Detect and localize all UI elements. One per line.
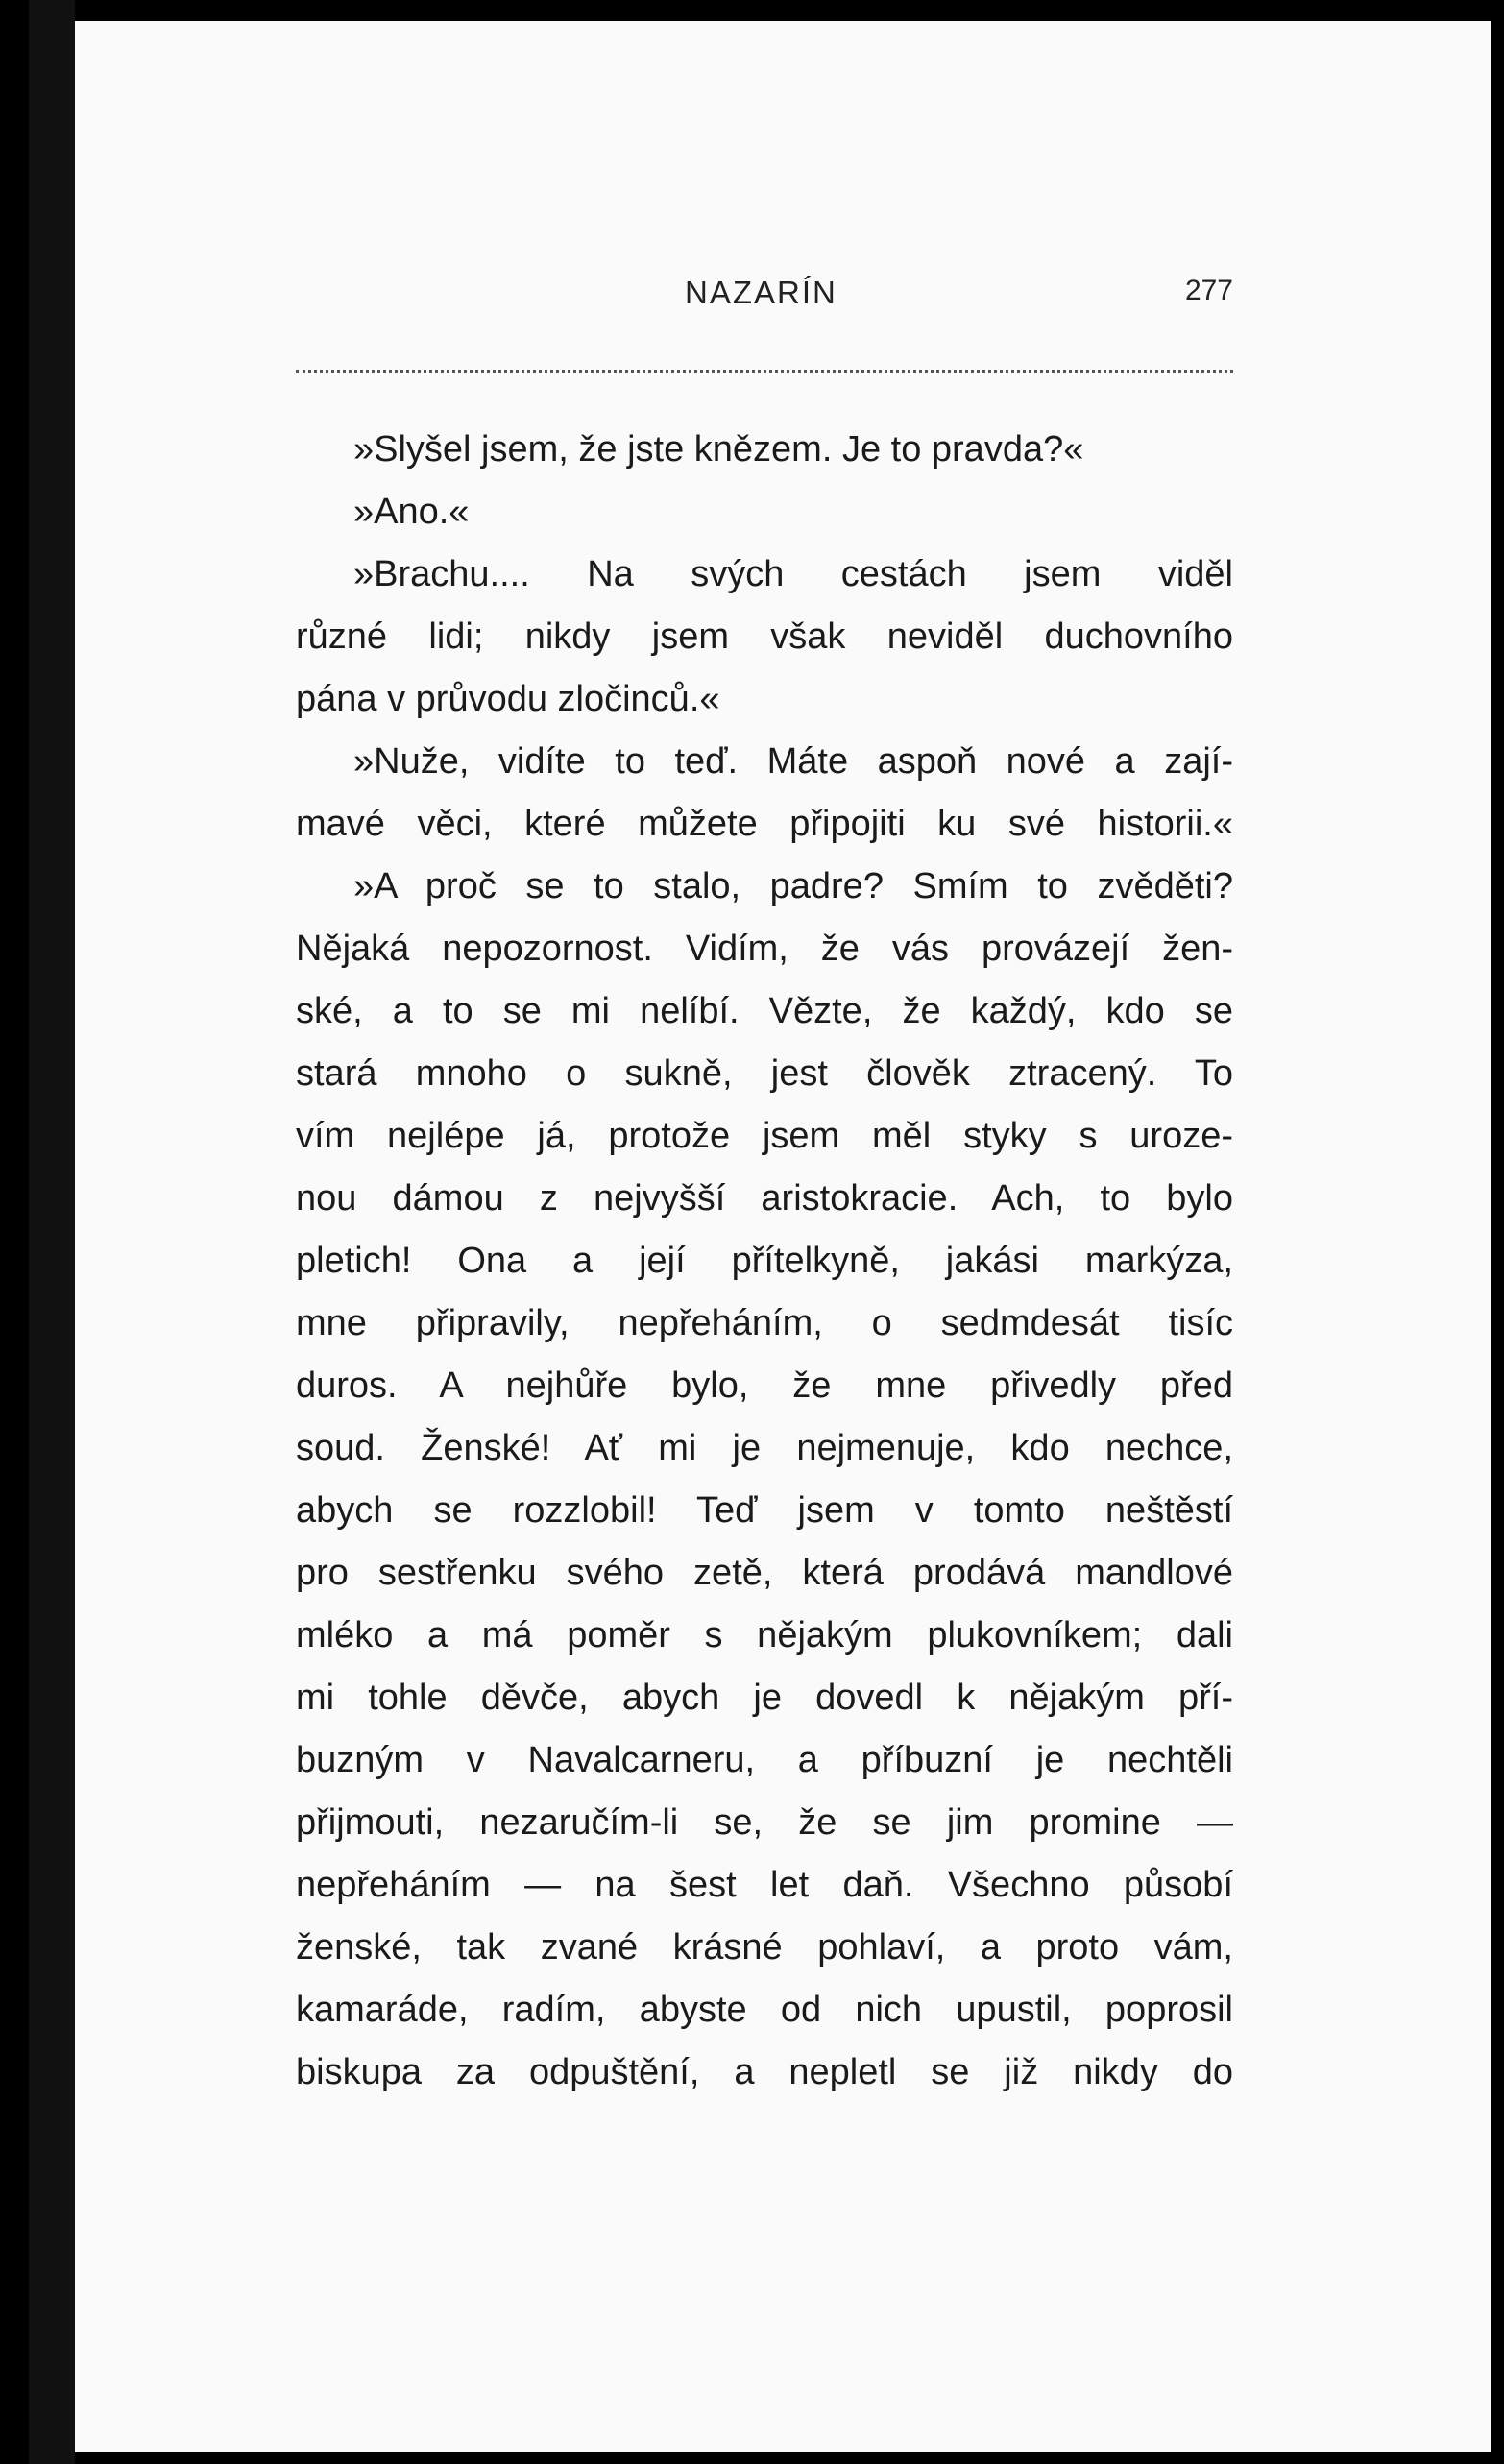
text-line: nepřeháním — na šest let daň. Všechno působí <box>296 1865 1233 1905</box>
page-edge-shadow <box>29 0 75 2464</box>
text-line: mi tohle děvče, abych je dovedl k nějakým pří- <box>296 1678 1233 1718</box>
text-line: mléko a má poměr s nějakým plukovníkem; dali <box>296 1615 1233 1655</box>
text-line: různé lidi; nikdy jsem však neviděl duchovního <box>296 616 1233 657</box>
text-line: pro sestřenku svého zetě, která prodává mandlové <box>296 1553 1233 1593</box>
text-line: »Ano.« <box>353 492 470 532</box>
text-line: buzným v Navalcarneru, a příbuzní je nechtěli <box>296 1740 1233 1780</box>
text-line: mavé věci, které můžete připojiti ku své historii.« <box>296 804 1233 844</box>
running-head: NAZARÍN <box>685 275 837 310</box>
text-line: vím nejlépe já, protože jsem měl styky s uroze- <box>296 1116 1233 1156</box>
text-line: biskupa za odpuštění, a nepletl se již nikdy do <box>296 2052 1233 2092</box>
text-line: pletich! Ona a její přítelkyně, jakási markýza, <box>296 1241 1233 1281</box>
text-line: přijmouti, nezaručím-li se, že se jim promine — <box>296 1802 1233 1843</box>
header-divider <box>296 370 1233 373</box>
text-line: mne připravily, nepřeháním, o sedmdesát tisíc <box>296 1303 1233 1343</box>
text-line: stará mnoho o sukně, jest člověk ztracený. To <box>296 1053 1233 1094</box>
text-line: ženské, tak zvané krásné pohlaví, a proto vám, <box>296 1927 1233 1968</box>
text-line: kamaráde, radím, abyste od nich upustil, poprosil <box>296 1990 1233 2030</box>
body-text <box>296 419 1233 2104</box>
text-line: Nějaká nepozornost. Vidím, že vás provázejí žen- <box>296 929 1233 969</box>
text-line: »Slyšel jsem, že jste knězem. Je to pravda?« <box>353 429 1084 470</box>
text-line: »Nuže, vidíte to teď. Máte aspoň nové a zají- <box>353 741 1233 782</box>
text-line: abych se rozzlobil! Teď jsem v tomto neštěstí <box>296 1490 1233 1531</box>
text-line: soud. Ženské! Ať mi je nejmenuje, kdo nechce, <box>296 1428 1233 1468</box>
text-line: duros. A nejhůře bylo, že mne přivedly před <box>296 1365 1233 1406</box>
page-header <box>296 275 1233 323</box>
text-line: »A proč se to stalo, padre? Smím to zvěděti? <box>353 866 1233 906</box>
page-number: 277 <box>1184 275 1233 306</box>
text-line: »Brachu.... Na svých cestách jsem viděl <box>353 554 1233 594</box>
text-line: nou dámou z nejvyšší aristokracie. Ach, to bylo <box>296 1178 1233 1219</box>
text-line: pána v průvodu zločinců.« <box>296 679 720 719</box>
text-line: ské, a to se mi nelíbí. Vězte, že každý, kdo se <box>296 991 1233 1031</box>
